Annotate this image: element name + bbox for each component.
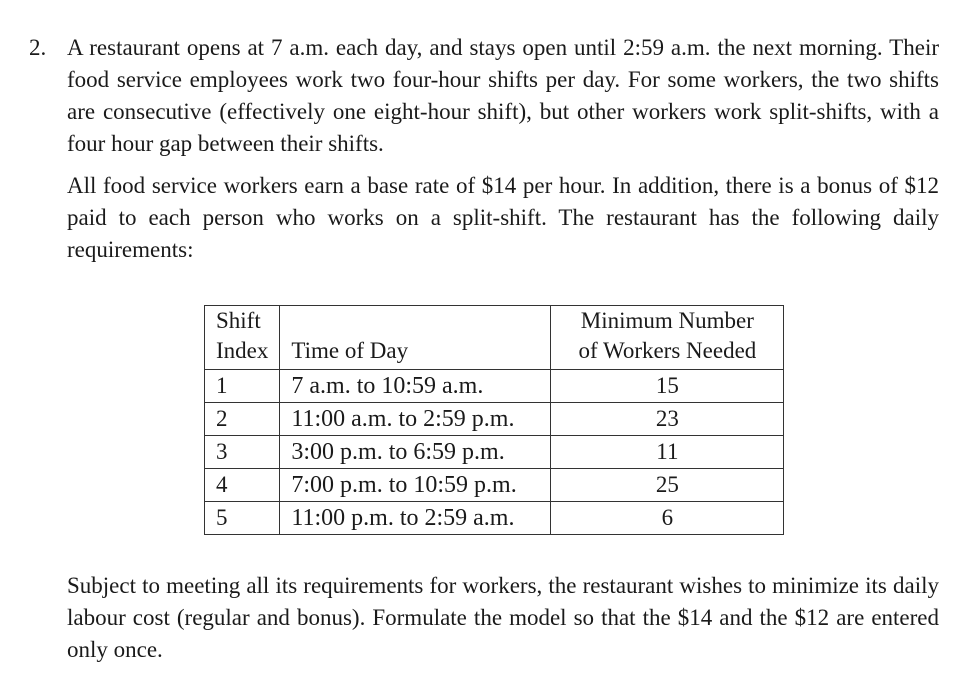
table-row [205,469,784,502]
cell-index: 3 [205,436,280,469]
cell-time: 3:00 p.m. to 6:59 p.m. [280,436,551,469]
cell-min: 11 [551,436,784,469]
table-header-row [205,306,784,370]
requirements-table [204,305,784,535]
cell-index: 5 [205,502,280,535]
cell-index: 4 [205,469,280,502]
cell-min: 6 [551,502,784,535]
cell-time: 7 a.m. to 10:59 a.m. [280,370,551,403]
problem-body [67,32,939,266]
paragraph-wages: All food service workers earn a base rate of $14 per hour. In addition, there is a bonus of $12 paid to each person who works on a split-shift. The restaurant has the following daily requirements: [67,173,939,262]
paragraph-intro: A restaurant opens at 7 a.m. each day, and stays open until 2:59 a.m. the next morning. Their food service employees work two four-hour shifts per day. For some workers, the two shifts are consecutive (effectively one eight-hour shift), but other workers work split-shifts, with a four hour gap between their shifts. [67,35,939,156]
paragraph-objective: Subject to meeting all its requirements for workers, the restaurant wishes to minimize its daily labour cost (regular and bonus). Formulate the model so that the $14 and the $12 are entered only once. [67,573,939,662]
table-row [205,502,784,535]
cell-min: 15 [551,370,784,403]
header-shift-index: Shift Index [205,306,280,370]
cell-index: 1 [205,370,280,403]
cell-time: 11:00 a.m. to 2:59 p.m. [280,403,551,436]
cell-min: 25 [551,469,784,502]
requirements-table-container [204,305,784,535]
cell-time: 7:00 p.m. to 10:59 p.m. [280,469,551,502]
cell-min: 23 [551,403,784,436]
cell-index: 2 [205,403,280,436]
header-minimum-workers: Minimum Number of Workers Needed [551,306,784,370]
cell-time: 11:00 p.m. to 2:59 a.m. [280,502,551,535]
problem-number: 2. [29,35,47,60]
table-row [205,370,784,403]
table-row [205,403,784,436]
header-time-of-day: Time of Day [280,306,551,370]
table-row [205,436,784,469]
